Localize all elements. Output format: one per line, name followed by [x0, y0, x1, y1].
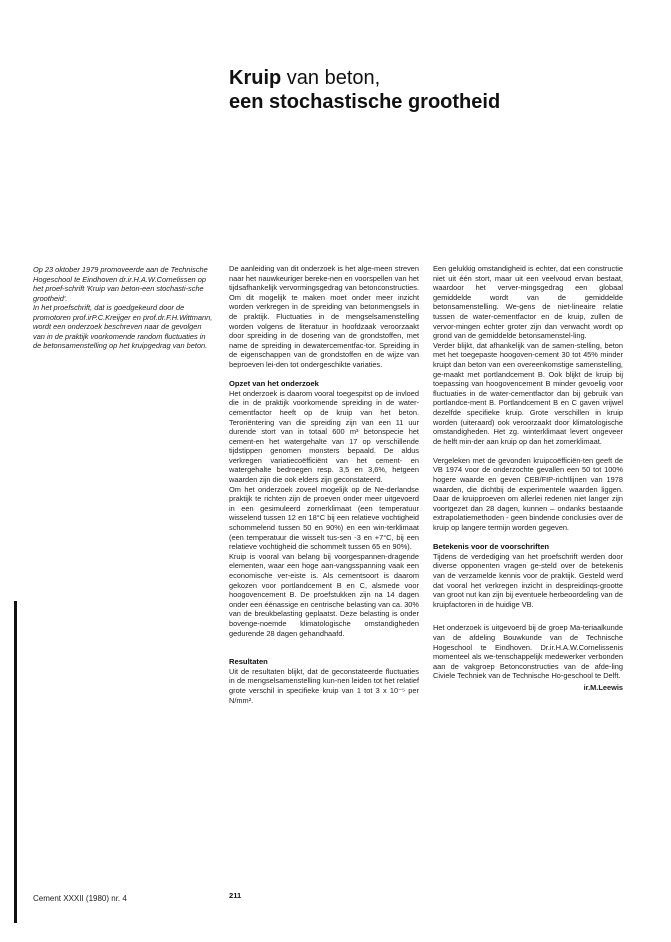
page-number: 211 — [229, 891, 242, 900]
section-heading-opzet: Opzet van het onderzoek — [229, 379, 319, 389]
paragraph: Verder blijkt, dat afhankelijk van de samen-stelling, beton met het toegepaste hoogoven-cement 30 tot 45% minder kruipt dan beton van een overeenkomstige samenstelling, ge-maakt met portlandcement B. Ook blijkt de kruip bij toepassing van hoogovencement B minder gevoelig voor fluctuaties in de water-cementfactor dan bij gebruik van portlandce-ment B. Portlandcement B en C gaven vrijwel dezelfde specifieke kruip. Grote verschillen in kruip worden (uiteraard) ook veroorzaakt door klimatologische omstandigheden. Het zg. winterklimaat levert ongeveer de helft min-der aan kruip op dan het zomerklimaat. — [433, 340, 623, 446]
paragraph: Uit de resultaten blijkt, dat de geconstateerde fluctuaties in de mengselsamenstelling kun-nen leiden tot het relatief grote verschil in specifieke kruip van 1 tot 3 x 10⁻⁵ per N/mm². — [229, 666, 419, 705]
article-title — [229, 66, 649, 114]
paragraph: Het onderzoek is uitgevoerd bij de groep Ma-teriaalkunde van de afdeling Bouwkunde van de Technische Hogeschool te Eindhoven. Dr.ir.H.A.W.Cornelissenis momenteel als we-tenschappelijk medewerker verbonden aan de vakgroep Betonconstructies van de afde-ling Civiele Techniek van de Technische Ho-geschool te Delft. — [433, 623, 623, 681]
text-column-2 — [433, 264, 623, 693]
journal-footer: Cement XXXII (1980) nr. 4 — [33, 894, 127, 903]
paragraph: Om het onderzoek zoveel mogelijk op de Ne-derlandse praktijk te richten zijn de proeven onder meer uitgevoerd in een gesimuleerd zornerklimaat (een temperatuur wisselend tussen 12 en 18°C bij een relatieve vochtigheid schommelend tussen 50 en 90%) en een win-terklimaat (een temperatuur die wisselt tus-sen -3 en +7°C, bij een relatieve vochtigheid die schommelt tussen 65 en 90%). — [229, 484, 419, 552]
abstract-para-1: Op 23 oktober 1979 promoveerde aan de Technische Hogeschool te Eindhoven dr.ir.H.A.W.Cornelissen op het proef-schrift 'Kruip van beton-een stochasti-sche grootheid'. — [33, 265, 208, 303]
author-signature: ir.M.Leewis — [583, 682, 623, 692]
title-bold-word: Kruip — [229, 67, 282, 89]
paragraph: Het onderzoek is daarom vooral toegespitst op de invloed die in de praktijk voorkomende spreiding in de water-cementfactor heeft op de kruip van het beton. Teroriëntering van die spreiding zijn van een 11 uur durende stort van in totaal 600 m³ betonspecie het cement-en het watergehalte van 17 op verschillende tijdstippen genomen monsters bepaald. De aldus verkregen variatiecoëfficiënt van het cement- en watergehalte bedroegen resp. 3,5 en 3,6%, hetgeen waarden zijn die ook elders zijn geconstateerd. — [229, 388, 419, 485]
paragraph: Vergeleken met de gevonden kruipcoëfficiën-ten geeft de VB 1974 voor de onderzochte gevallen een 50 tot 100% hogere waarde en geven CEB/FIP-richtlijnen van 1978 waarden, die dichtbij de experimentele waarden liggen. Daar de kruipproeven om allerlei redenen niet langer zijn voortgezet dan 28 dagen, kunnen – ondanks bestaande extrapolatiemethoden - geen bindende conclusies over de kruip op langere termijn worden gegeven. — [433, 455, 623, 533]
title-line2: een stochastische grootheid — [229, 91, 501, 113]
abstract-para-2: In het proefschrift, dat is goedgekeurd door de promotoren prof.irP.C.Kreijger en prof.dr.F.H.Wittmann, wordt een onderzoek beschreven naar de gevolgen van in de praktijk voorkomende random fluctuaties in de betonsamenstelling op het kruipgedrag van beton. — [33, 303, 213, 350]
section-heading-resultaten: Resultaten — [229, 657, 268, 667]
paragraph: Een gelukkig omstandigheid is echter, dat een constructie niet uit één stort, maar uit een veelvoud ervan bestaat, waardoor het verver-mingsgedrag een globaal gemiddelde wordt van de gemiddelde betonsamenstelling. We-gens de niet-lineaire relatie tussen de water-cementfactor en de kruip, zullen de vervor-mingen echter groter zijn dan verwacht wordt op grond van de gemiddelde betonsamenstel-ling. — [433, 264, 623, 341]
title-rest: van beton, — [281, 67, 381, 89]
text-column-1 — [229, 264, 419, 705]
paragraph: Kruip is vooral van belang bij voorgespannen-dragende elementen, waar een hoge aan-vangsspanning vaak een economische ver-eiste is. Als cementsoort is daarom gekozen voor portlandcement B en C, alsmede voor hoogovencement B. De proefstukken zijn na 14 dagen onder een éénassige en centrische belasting van ca. 30% van de breukbelasting geplaatst. Deze belasting is onder bovenge-noemde klimatologische omstandigheden gedurende 28 dagen gehandhaafd. — [229, 551, 419, 638]
section-heading-betekenis: Betekenis voor de voorschriften — [433, 542, 550, 552]
abstract — [33, 265, 213, 351]
margin-bar — [14, 601, 17, 923]
intro-paragraph: De aanleiding van dit onderzoek is het alge-meen streven naar het nauwkeuriger bereke-nen en voorspellen van het tijdsafhankelijk vervormingsgedrag van betonconstructies. Om dit mogelijk te maken moet onder meer inzicht worden verkregen in de spreiding van betonmengsels in de praktijk. Fluctuaties in de mengselsamenstelling worden volgens de literatuur in hoofdzaak veroorzaakt door spreiding in de dosering van de grondstoffen, met name de spreiding in dewatercementfac-tor. Spreiding in de eigenschappen van de grondstoffen en de wijze van beproeven lei-den tot ondergeschikte variaties. — [229, 264, 419, 369]
paragraph: Tijdens de verdediging van het proefschrift werden door diverse opponenten vragen ge-steld over de betekenis van de verzamelde kennis voor de praktijk. Gesteld werd dat vooral het verkregen inzicht in despreidinqs-grootte van groot nut kan zijn bij eventuele herbeoordeling van de kruipfactoren in de huidige VB. — [433, 551, 623, 609]
